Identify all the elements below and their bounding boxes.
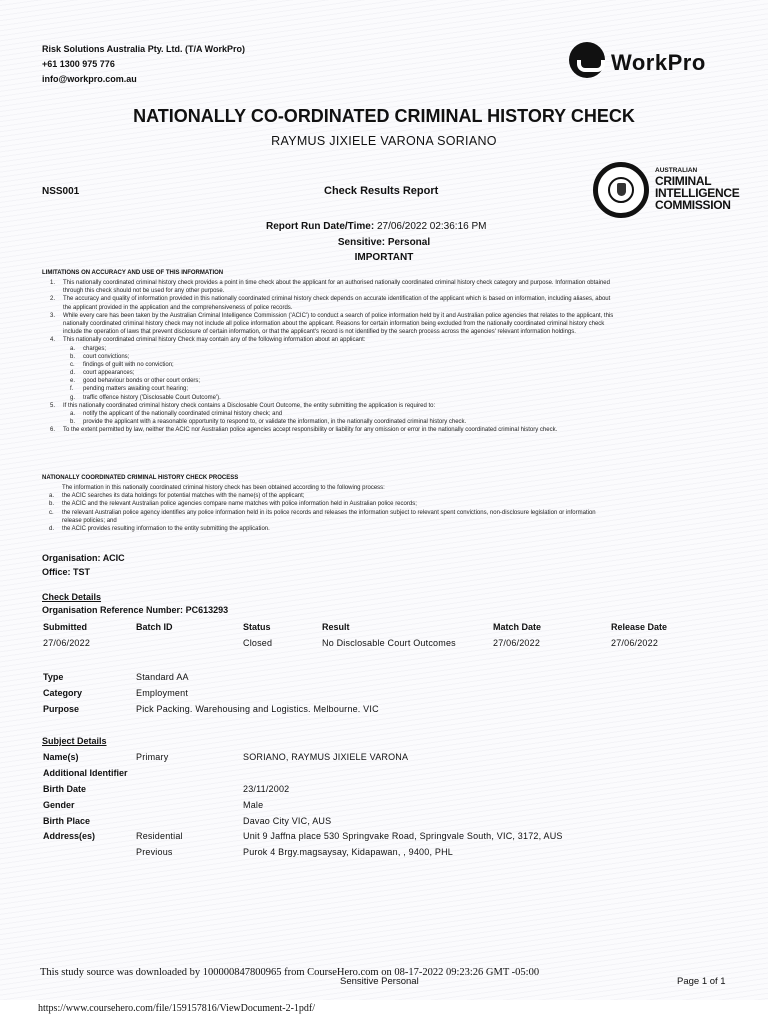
process-number: d.	[49, 525, 55, 532]
names-type: Primary	[136, 752, 169, 762]
limitation-number: 6.	[50, 427, 56, 434]
type-label: Type	[43, 672, 64, 682]
additional-identifier-label: Additional Identifier	[43, 768, 128, 778]
report-code: NSS001	[42, 186, 80, 197]
process-text: the relevant Australian police agency identifies any police information held in its police records and releases the information subject to relevant spent convictions, non-disclosure legislation or information	[62, 509, 596, 516]
process-text: the ACIC provides resulting information to the entity submitting the application.	[62, 525, 270, 532]
limitation-number: 1.	[50, 280, 56, 286]
type-value: Standard AA	[136, 672, 189, 682]
col-result-header: Result	[322, 622, 350, 632]
category-label: Category	[43, 688, 83, 698]
sensitive-label: Sensitive: Personal	[337, 237, 431, 248]
limitation-text: include the operation of laws that prevent disclosure of certain information, or that the applicant's record is not identified by the search process across the agencies' relevant information holdings.	[63, 329, 576, 336]
limitation-text: findings of guilt with no conviction;	[83, 361, 174, 368]
limitation-number: b.	[70, 353, 76, 360]
limitation-number: 5.	[50, 402, 56, 409]
birth-date-label: Birth Date	[43, 784, 87, 794]
organisation-value: ACIC	[102, 553, 125, 563]
acic-line2: CRIMINAL	[655, 173, 712, 188]
limitation-text: While every care has been taken by the Australian Criminal Intelligence Commission ('ACIC') to conduct a search of police information held by it and Australian police agencies that relates to the applicant, this	[63, 312, 614, 319]
company-email: info@workpro.com.au	[42, 74, 137, 84]
limitation-number: c.	[70, 361, 75, 368]
org-reference	[42, 605, 228, 615]
organisation-label: Organisation:	[42, 553, 101, 563]
company-name: Risk Solutions Australia Pty. Ltd. (T/A WorkPro)	[42, 44, 246, 54]
limitation-text: pending matters awaiting court hearing;	[83, 386, 189, 393]
address-previous-type: Previous	[136, 847, 173, 857]
addresses-label: Address(es)	[43, 831, 96, 841]
limitation-number: 3.	[50, 312, 56, 319]
limitation-number: a.	[70, 411, 76, 417]
subject-details-heading: Subject Details	[42, 736, 107, 746]
limitation-text: The accuracy and quality of information provided in this nationally coordinated criminal history check depends on accurate identification of the applicant which is based on information, including aliases, about	[63, 296, 611, 303]
names-value: SORIANO, RAYMUS JIXIELE VARONA	[243, 752, 409, 762]
run-label: Report Run Date/Time:	[266, 221, 375, 232]
birth-place-value: Davao City VIC, AUS	[243, 816, 332, 826]
acic-line3: INTELLIGENCE	[655, 185, 740, 200]
workpro-logo	[569, 40, 753, 80]
page-title: NATIONALLY CO-ORDINATED CRIMINAL HISTORY CHECK	[133, 106, 635, 126]
limitation-number: a.	[70, 345, 76, 352]
address-residential-type: Residential	[136, 831, 183, 841]
limitation-text: court convictions;	[83, 353, 130, 360]
acic-seal-icon	[593, 162, 649, 218]
address-residential-value: Unit 9 Jaffna place 530 Springvake Road, Springvale South, VIC, 3172, AUS	[243, 831, 563, 841]
limitation-text: provide the applicant with a reasonable opportunity to respond to, or validate the information, in the nationally coordinated criminal history check.	[83, 419, 467, 426]
org-reference-label: Organisation Reference Number:	[42, 605, 184, 615]
process-text: the ACIC searches its data holdings for potential matches with the name(s) of the applicant;	[62, 493, 305, 500]
cell-match-date: 27/06/2022	[493, 638, 541, 648]
footer-page-number: Page 1 of 1	[677, 976, 726, 987]
limitation-number: d.	[70, 370, 76, 377]
limitation-text: court appearances;	[83, 370, 135, 377]
col-status-header: Status	[243, 622, 271, 632]
cell-result: No Disclosable Court Outcomes	[322, 638, 456, 648]
gender-label: Gender	[43, 800, 75, 810]
names-label: Name(s)	[43, 752, 79, 762]
limitation-text: traffic offence history ('Disclosable Court Outcome').	[83, 394, 221, 401]
workpro-logo-text: WorkPro	[611, 50, 706, 75]
company-info	[42, 42, 245, 87]
limitation-text: nationally coordinated criminal history check may not include all police information about the applicant. Reasons for certain information being excluded from the nationally coordinated criminal history check	[63, 320, 605, 327]
limitation-text: notify the applicant of the nationally coordinated criminal history check; and	[83, 411, 283, 417]
process-text: the ACIC and the relevant Australian police agencies compare name matches with police information held in Australian police records;	[62, 501, 417, 508]
limitation-text: through this check should not be used for any other purpose.	[63, 288, 225, 295]
process-text: The information in this nationally coordinated criminal history check has been obtained according to the following process:	[62, 485, 385, 491]
limitation-text: If this nationally coordinated criminal history check contains a Disclosable Court Outcome, the entity submitting the application is required to:	[63, 402, 436, 409]
birth-date-value: 23/11/2002	[243, 784, 290, 794]
limitation-text: charges;	[83, 345, 107, 352]
process-number: a.	[49, 493, 55, 500]
col-match-date-header: Match Date	[493, 622, 542, 632]
download-source-notice: This study source was downloaded by 100000847800965 from CourseHero.com on 08-17-2022 09:23:26 GMT -05:00	[40, 967, 540, 978]
limitation-number: 4.	[50, 337, 56, 344]
process-number: b.	[49, 501, 55, 508]
org-reference-value: PC613293	[185, 605, 229, 615]
check-details-heading: Check Details	[42, 592, 102, 602]
cell-status: Closed	[243, 638, 273, 648]
limitation-text: good behaviour bonds or other court orders;	[83, 378, 201, 385]
process-heading: NATIONALLY COORDINATED CRIMINAL HISTORY CHECK PROCESS	[42, 475, 239, 481]
purpose-value: Pick Packing. Warehousing and Logistics. Melbourne. VIC	[136, 704, 379, 714]
acic-line4: COMMISSION	[655, 197, 731, 212]
col-release-date-header: Release Date	[611, 622, 668, 632]
run-value: 27/06/2022 02:36:16 PM	[376, 221, 487, 232]
limitation-number: 2.	[50, 296, 56, 303]
organisation	[42, 553, 125, 563]
limitation-text: This nationally coordinated criminal history check provides a point in time check about the applicant for an authorised nationally coordinated criminal history check category and purpose. Information obtained	[63, 280, 610, 286]
process-text: release policies; and	[62, 517, 117, 524]
cell-submitted: 27/06/2022	[43, 638, 91, 648]
limitation-text: This nationally coordinated criminal history Check may contain any of the following information about an applicant:	[63, 337, 366, 344]
limitation-number: e.	[70, 378, 76, 385]
col-batch-header: Batch ID	[136, 622, 173, 632]
limitation-number: g.	[70, 394, 76, 401]
applicant-name: RAYMUS JIXIELE VARONA SORIANO	[271, 134, 497, 148]
acic-line1: AUSTRALIAN	[655, 167, 698, 174]
report-run-date	[266, 221, 486, 232]
category-value: Employment	[136, 688, 189, 698]
limitation-text: the applicant provided in the application and the comprehensiveness of police records.	[63, 304, 293, 311]
birth-place-label: Birth Place	[43, 816, 91, 826]
cell-release-date: 27/06/2022	[611, 638, 659, 648]
gender-value: Male	[243, 800, 264, 810]
workpro-logo-icon	[569, 42, 605, 78]
office	[42, 567, 90, 577]
limitation-number: b.	[70, 419, 76, 426]
purpose-label: Purpose	[43, 704, 80, 714]
limitations-heading: LIMITATIONS ON ACCURACY AND USE OF THIS INFORMATION	[42, 270, 224, 276]
company-phone: +61 1300 975 776	[42, 59, 115, 69]
acic-logo	[593, 162, 740, 222]
important-label: IMPORTANT	[354, 252, 414, 263]
address-previous-value: Purok 4 Brgy.magsaysay, Kidapawan, , 9400, PHL	[243, 847, 453, 857]
col-submitted-header: Submitted	[43, 622, 87, 632]
report-title: Check Results Report	[324, 185, 439, 197]
office-label: Office:	[42, 567, 71, 577]
office-value: TST	[73, 567, 91, 577]
source-url[interactable]: https://www.coursehero.com/file/159157816/ViewDocument-2-1pdf/	[38, 1003, 316, 1014]
limitation-text: To the extent permitted by law, neither the ACIC nor Australian police agencies accept responsibility or liability for any omission or error in the nationally coordinated criminal history check.	[63, 427, 558, 434]
footer-sensitive: Sensitive Personal	[340, 976, 419, 987]
process-number: c.	[49, 509, 54, 516]
limitation-number: f.	[70, 386, 74, 393]
